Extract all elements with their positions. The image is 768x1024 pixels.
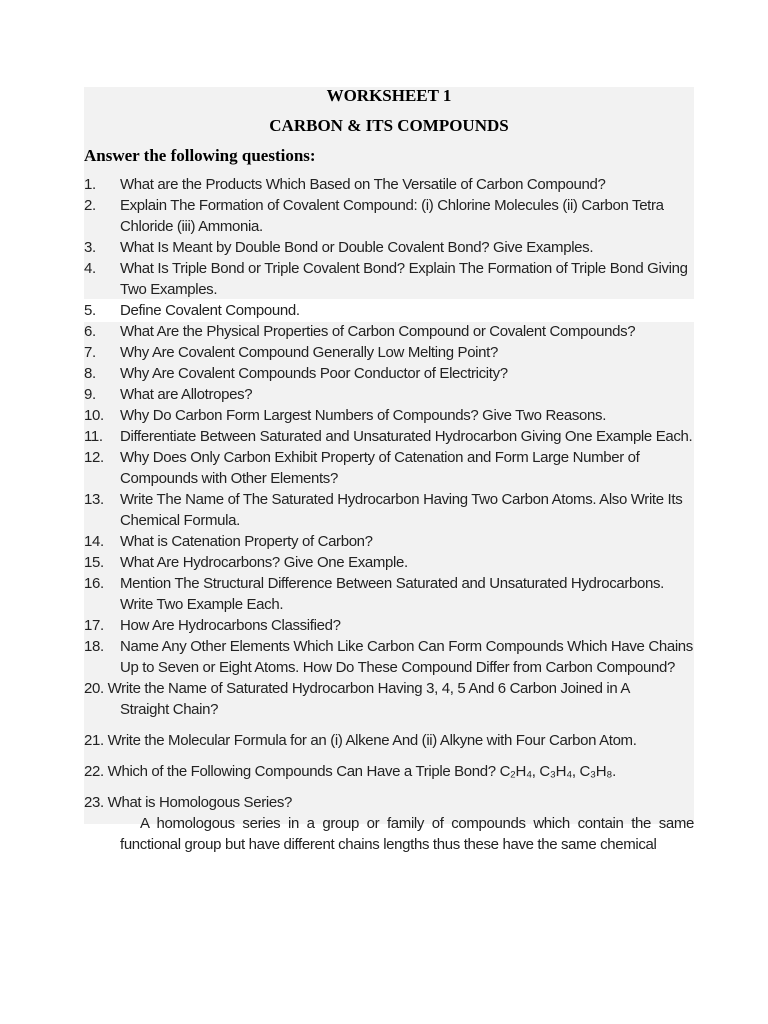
question-number: 22. [84,763,104,780]
question-text: What is Catenation Property of Carbon? [120,533,373,550]
question-text: What is Homologous Series? [107,794,292,811]
question-item-21 [84,730,694,751]
worksheet-subtitle: CARBON & ITS COMPOUNDS [269,116,509,135]
question-text: Write the Name of Saturated Hydrocarbon Having 3, 4, 5 And 6 Carbon Joined in A [107,680,631,697]
question-number: 12. [84,449,104,466]
question-number: 13. [84,491,104,508]
question-text: Write The Name of The Saturated Hydrocarbon Having Two Carbon Atoms. Also Write Its Chemical Formula. [120,491,683,529]
question-text: How Are Hydrocarbons Classified? [120,617,341,634]
question-number: 21. [84,732,104,749]
question-item [84,447,694,489]
question-number: 3. [84,239,96,256]
question-number: 2. [84,197,96,214]
question-item [84,615,694,636]
question-text: Name Any Other Elements Which Like Carbon Can Form Compounds Which Have Chains Up to Seven or Eight Atoms. How Do These Compound Differ from Carbon Compound? [120,638,693,676]
question-item-22 [84,761,694,782]
question-text: Write the Molecular Formula for an (i) Alkene And (ii) Alkyne with Four Carbon Atom. [107,732,637,749]
question-text: Why Do Carbon Form Largest Numbers of Compounds? Give Two Reasons. [120,407,607,424]
question-item [84,258,694,300]
question-text: Mention The Structural Difference Between Saturated and Unsaturated Hydrocarbons. Write Two Example Each. [120,575,664,613]
question-number: 15. [84,554,104,571]
answer-paragraph: A homologous series in a group or family of compounds which contain the same functional group but have different chains lengths thus these have the same chemical [120,815,694,853]
question-number: 16. [84,575,104,592]
question-text: Why Are Covalent Compound Generally Low Melting Point? [120,344,498,361]
question-text: What are Allotropes? [120,386,253,403]
question-text: What Are the Physical Properties of Carbon Compound or Covalent Compounds? [120,323,636,340]
question-number: 6. [84,323,96,340]
question-item [84,426,694,447]
question-item [84,195,694,237]
question-item [84,342,694,363]
question-text: What Are Hydrocarbons? Give One Example. [120,554,408,571]
question-item [84,384,694,405]
question-item [84,237,694,258]
question-text: Why Are Covalent Compounds Poor Conductor of Electricity? [120,365,508,382]
question-item [84,489,694,531]
question-item-23 [84,792,694,813]
question-item [84,321,694,342]
question-number: 20. [84,680,104,697]
worksheet-title: WORKSHEET 1 [326,86,452,105]
question-text: What Is Meant by Double Bond or Double Covalent Bond? Give Examples. [120,239,594,256]
question-item [84,405,694,426]
question-item [84,636,694,678]
question-text: What are the Products Which Based on The Versatile of Carbon Compound? [120,176,606,193]
question-item [84,363,694,384]
question-number: 1. [84,176,96,193]
worksheet-body [84,86,694,855]
question-text: Define Covalent Compound. [120,302,300,319]
question-text: Which of the Following Compounds Can Have a Triple Bond? C₂H₄, C₃H₄, C₃H₈. [107,763,616,780]
question-list [84,174,694,678]
instruction-heading: Answer the following questions: [84,146,316,165]
question-text: Explain The Formation of Covalent Compound: (i) Chlorine Molecules (ii) Carbon Tetra Chloride (iii) Ammonia. [120,197,664,235]
question-number: 18. [84,638,104,655]
question-text: Why Does Only Carbon Exhibit Property of Catenation and Form Large Number of Compounds with Other Elements? [120,449,640,487]
question-item [84,300,694,321]
question-number: 23. [84,794,104,811]
question-item [84,174,694,195]
question-text-continued: Straight Chain? [120,701,219,718]
question-item [84,552,694,573]
question-number: 11. [84,428,103,445]
question-number: 7. [84,344,96,361]
question-number: 5. [84,302,96,319]
question-text: What Is Triple Bond or Triple Covalent Bond? Explain The Formation of Triple Bond Giving Two Examples. [120,260,688,298]
question-number: 4. [84,260,96,277]
question-number: 8. [84,365,96,382]
question-item [84,573,694,615]
question-item [84,531,694,552]
question-number: 9. [84,386,96,403]
question-text: Differentiate Between Saturated and Unsaturated Hydrocarbon Giving One Example Each. [120,428,693,445]
question-number: 10. [84,407,104,424]
question-number: 17. [84,617,104,634]
question-number: 14. [84,533,104,550]
question-item-20 [84,678,694,720]
